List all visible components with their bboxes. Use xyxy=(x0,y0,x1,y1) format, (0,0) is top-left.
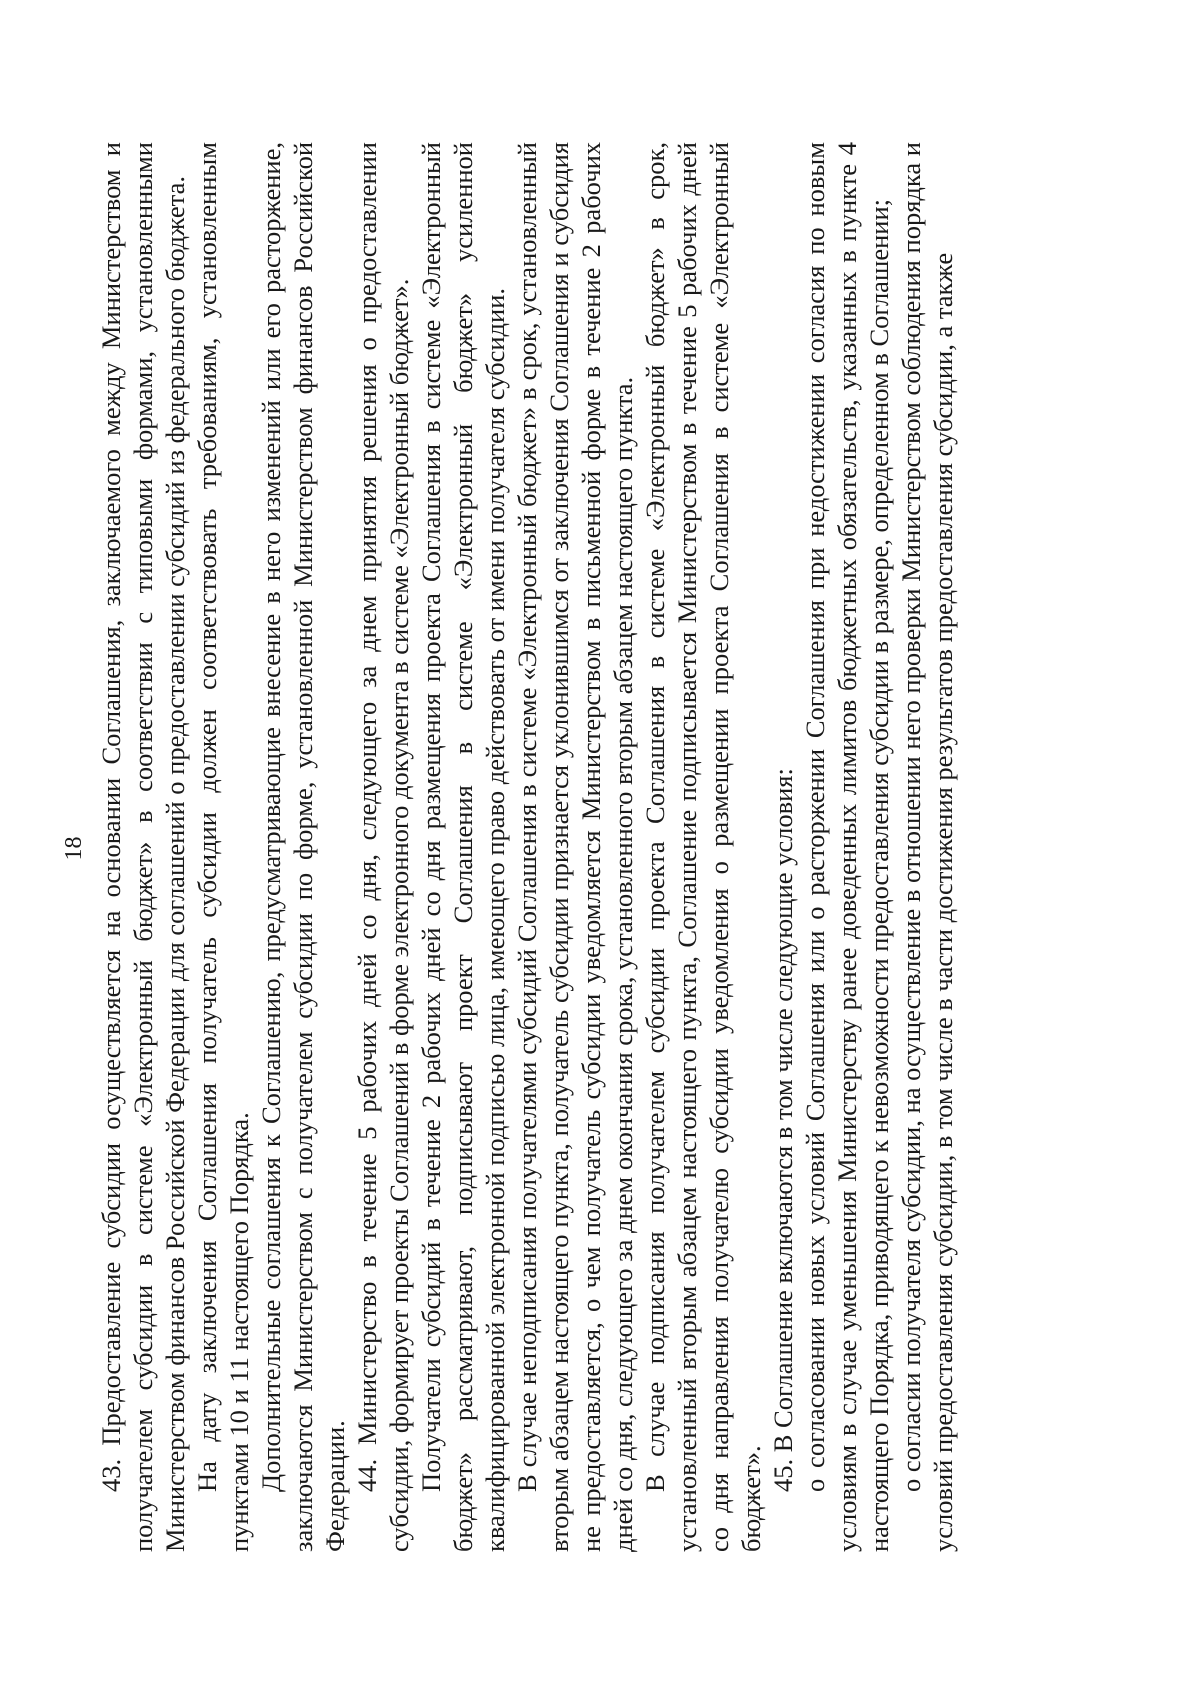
paragraph-43: 43. Предоставление субсидии осуществляется на основании Соглашения, заключаемого между Министерством и получателем субсидии в системе «Электронный бюджет» в соответствии с типовыми формами, установленными Министерством финансов Российской Федерации для соглашений о предоставлении субсидий из федерального бюджета. xyxy=(96,142,190,1552)
paragraph-contract-date: На дату заключения Соглашения получатель субсидии должен соответствовать требованиям, установленным пунктами 10 и 11 настоящего Порядка. xyxy=(192,142,254,1552)
paragraph-recipients-signing: Получатели субсидий в течение 2 рабочих дней со дня размещения проекта Соглашения в системе «Электронный бюджет» рассматривают, подписывают проект Соглашения в системе «Электронный бюджет» усиленной квалифицированной электронной подписью лица, имеющего право действовать от имени получателя субсидии. xyxy=(416,142,510,1552)
paragraph-new-conditions: о согласовании новых условий Соглашения или о расторжении Соглашения при недостижении согласия по новым условиям в случае уменьшения Министерству ранее доведенных лимитов бюджетных обязательств, указанных в пункте 4 настоящего Порядка, приводящего к невозможности предоставления субсидии в размере, определенном в Соглашении; xyxy=(800,142,894,1552)
paragraph-non-signing: В случае неподписания получателями субсидий Соглашения в системе «Электронный бюджет» в срок, установленный вторым абзацем настоящего пункта, получатель субсидии признается уклонившимся от заключения Соглашения и субсидия не предоставляется, о чем получатель субсидии уведомляется Министерством в письменной форме в течение 2 рабочих дней со дня, следующего за днем окончания срока, установленного вторым абзацем настоящего пункта. xyxy=(512,142,638,1552)
paragraph-signing: В случае подписания получателем субсидии проекта Соглашения в системе «Электронный бюджет» в срок, установленный вторым абзацем настоящего пункта, Соглашение подписывается Министерством в течение 5 рабочих дней со дня направления получателю субсидии уведомления о размещении проекта Соглашения в системе «Электронный бюджет». xyxy=(640,142,766,1552)
paragraph-44: 44. Министерство в течение 5 рабочих дней со дня, следующего за днем принятия решения о предоставлении субсидии, формирует проекты Соглашений в форме электронного документа в системе «Электронный бюджет». xyxy=(352,142,414,1552)
paragraph-45: 45. В Соглашение включаются в том числе следующие условия: xyxy=(768,768,798,1492)
document-body xyxy=(95,142,959,1552)
page-number: 18 xyxy=(61,836,87,861)
paragraph-additional-agreements: Дополнительные соглашения к Соглашению, предусматривающие внесение в него изменений или его расторжение, заключаются Министерством с получателем субсидии по форме, установленной Министерством финансов Российской Федерации. xyxy=(256,142,350,1552)
paragraph-consent-audit: о согласии получателя субсидии, на осуществление в отношении него проверки Министерством соблюдения порядка и условий предоставления субсидии, в том числе в части достижения результатов предоставления субсидии, а также xyxy=(896,142,958,1552)
